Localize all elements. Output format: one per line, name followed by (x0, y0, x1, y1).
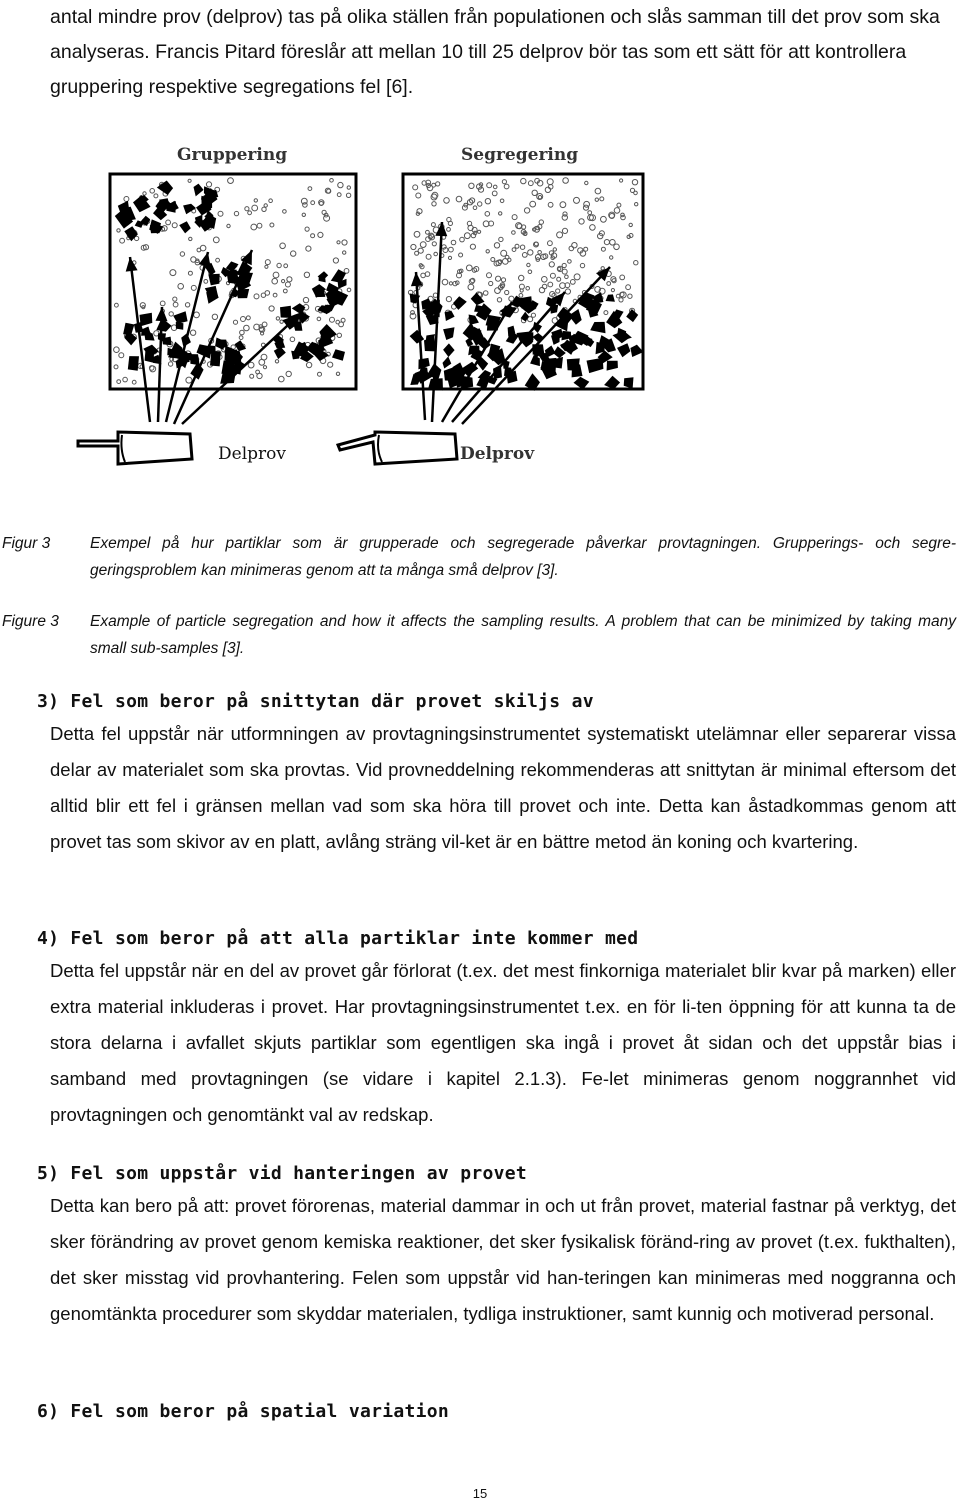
left-scoop-icon (78, 432, 192, 464)
caption-text-en: Example of particle segregation and how it affects the sampling results. A problem that can be minimized by taking many small sub-samples [3]. (90, 613, 956, 657)
page-number: 15 (472, 1486, 488, 1501)
coarse-particle (280, 306, 291, 318)
intro-text: antal mindre prov (delprov) tas på olika ställen från populationen och slås samman till det prov som ska analyseras. Francis Pitard föreslår att mellan 10 till 25 delprov bör tas som ett sätt för att kontrollera gruppering respektive segregations fel [6]. (50, 6, 940, 98)
section-3 (37, 688, 956, 860)
coarse-particle (128, 356, 139, 371)
figure-title-segregering: Segregering (461, 145, 579, 165)
coarse-particle (176, 322, 184, 330)
caption-label-sv: Figur 3 (2, 535, 51, 552)
right-scoop-icon (338, 432, 457, 464)
caption-text-sv: Exempel på hur partiklar som är grupperade och segregerade påverkar provtagningen. Grupperings- och segre-geringsproblem kan minimeras genom att ta många små delprov [3]. (90, 535, 956, 579)
figure-title-gruppering: Gruppering (177, 145, 288, 165)
section-4 (37, 925, 956, 1133)
section-3-heading: 3) Fel som beror på snittytan där provet skiljs av (37, 691, 594, 712)
section-3-text: Detta fel uppstår när utformningen av provtagningsinstrumentet systematiskt utelämnar eller separerar vissa delar av materialet som ska provtas. Vid provneddelning rekommenderas att snittytan är minimal eftersom det alltid blir ett fel i gränsen mellan vad som ska höra till provet och inte. Detta kan åstadkommas genom att provet tas som skivor av en platt, avlång sträng vil-ket är en bättre metod än koning och kvartering. (50, 723, 956, 852)
coarse-particle (567, 358, 580, 370)
right-scoop-label: Delprov (460, 444, 535, 464)
section-4-heading: 4) Fel som beror på att alla partiklar inte kommer med (37, 928, 639, 949)
section-5-heading: 5) Fel som uppstår vid hanteringen av provet (37, 1163, 528, 1184)
section-4-text: Detta fel uppstår när en del av provet går förlorat (t.ex. det mest finkorniga materialet blir kvar på marken) eller extra material inkluderas i provet. Har provtagningsinstrumentet t.ex. en för li-ten öppning för att kunna ta de stora delarna i avfallet skjuts partiklar som egentligen ska ingå i provet åt sidan och det uppstår bias i samband med provtagningen (se vidare i kapitel 2.1.3). Fe-let minimeras genom noggrannhet vid provtagningen och genomtänkt val av redskap. (50, 960, 956, 1125)
section-6-heading: 6) Fel som beror på spatial variation (37, 1401, 450, 1422)
figure-illustration (70, 132, 650, 492)
caption-label-en: Figure 3 (2, 613, 59, 630)
coarse-particle (520, 296, 533, 308)
left-scoop-label: Delprov (218, 444, 286, 464)
section-5-text: Detta kan bero på att: provet förorenas, material dammar in och ut från provet, material fastnar på verktyg, det sker förändring av provet genom kemiska reaktioner, det sker fysikalisk föränd-ring av provet (t.ex. fukthalten), det sker misstag vid provhantering. Felen som uppstår vid han-teringen kan minimeras med noggranna och genomtänkta procedurer som skyddar materialen, tydliga instruktioner, samt kunnig och motiverad personal. (50, 1195, 956, 1324)
intro-paragraph (50, 0, 950, 105)
section-6 (37, 1398, 956, 1426)
section-5 (37, 1160, 956, 1332)
sampling-figure (70, 132, 650, 492)
